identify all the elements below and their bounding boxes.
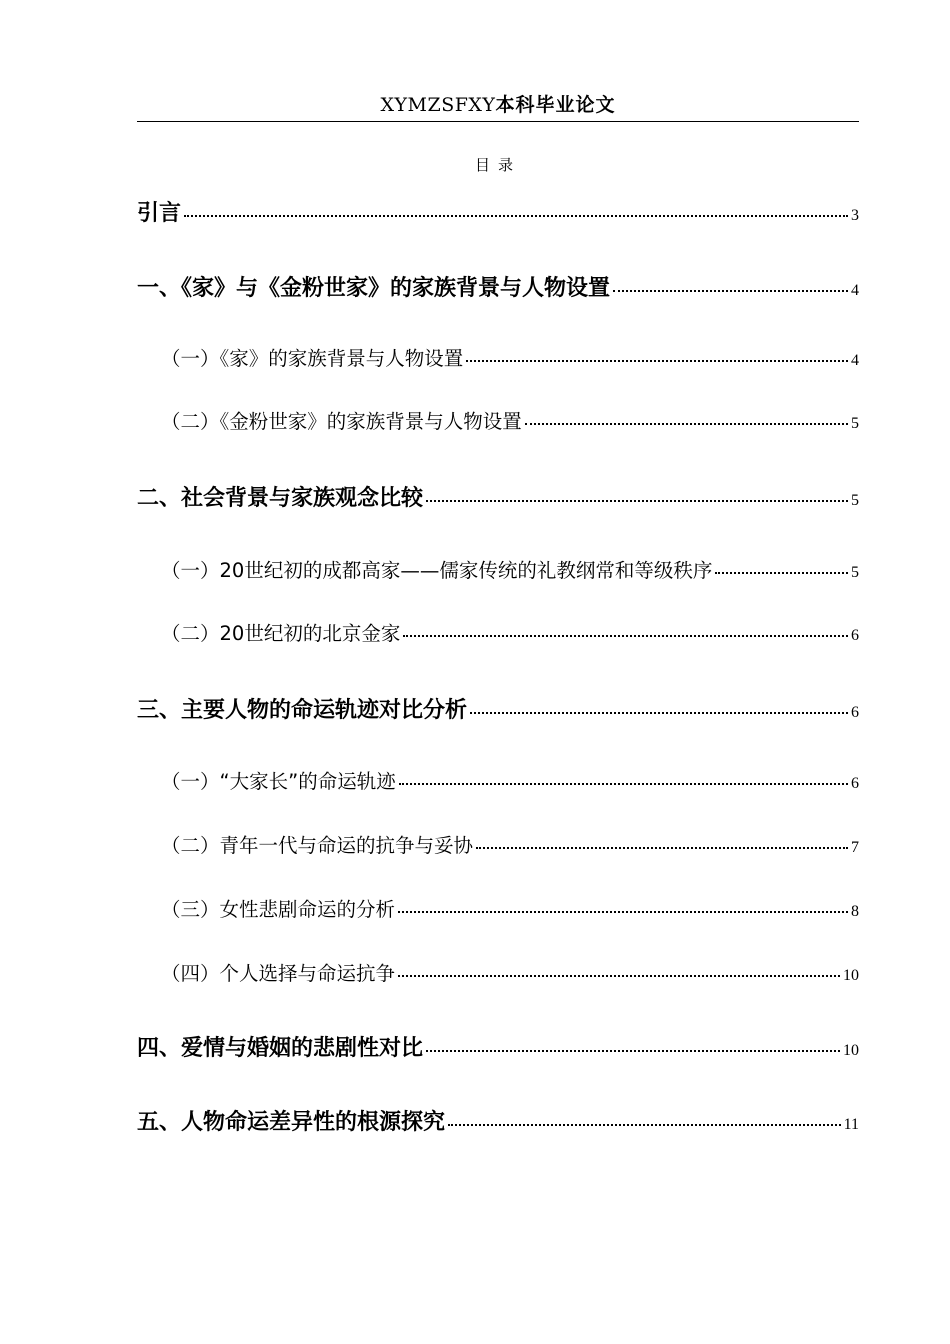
toc-page-number: 5 — [851, 564, 859, 581]
toc-page-number: 11 — [843, 1116, 859, 1133]
toc-entry-label: 五、人物命运差异性的根源探究 — [137, 1110, 446, 1135]
toc-page-number: 7 — [851, 839, 859, 856]
toc-dot-leader — [466, 360, 848, 362]
toc-dot-leader — [398, 975, 840, 977]
toc-entry-section-3-3[interactable] — [137, 894, 859, 934]
toc-page-number: 10 — [843, 967, 859, 984]
toc-entry-section-3-2[interactable] — [137, 830, 859, 870]
toc-dot-leader — [399, 783, 848, 785]
toc-entry-label: （一）20世纪初的成都高家——儒家传统的礼教纲常和等级秩序 — [161, 559, 713, 582]
toc-entry-section-1-1[interactable] — [137, 343, 859, 383]
header-code: XYMZSFXY — [380, 94, 496, 116]
toc-dot-leader — [715, 572, 848, 574]
header-rule — [137, 121, 859, 122]
toc-dot-leader — [426, 1050, 840, 1052]
toc-entry-chapter-2[interactable] — [137, 481, 859, 521]
toc-entry-section-2-1[interactable] — [137, 555, 859, 595]
toc-entry-section-2-2[interactable] — [137, 618, 859, 658]
toc-page-number: 8 — [851, 903, 859, 920]
toc-entry-chapter-3[interactable] — [137, 693, 859, 733]
toc-page-number: 5 — [851, 415, 859, 432]
toc-dot-leader — [448, 1124, 841, 1126]
toc-entry-label: （二）20世纪初的北京金家 — [161, 622, 401, 645]
toc-page-number: 4 — [851, 352, 859, 369]
toc-dot-leader — [398, 911, 848, 913]
toc-page-number: 3 — [851, 207, 859, 224]
toc-entry-label: （三）女性悲剧命运的分析 — [161, 898, 396, 921]
toc-entry-label: 四、爱情与婚姻的悲剧性对比 — [137, 1036, 424, 1061]
toc-entry-section-1-2[interactable] — [137, 406, 859, 446]
toc-dot-leader — [613, 290, 848, 292]
toc-entry-chapter-4[interactable] — [137, 1031, 859, 1071]
toc-entry-section-3-1[interactable] — [137, 766, 859, 806]
toc-dot-leader — [184, 215, 848, 217]
toc-entry-label: 二、社会背景与家族观念比较 — [137, 486, 424, 511]
toc-page-number: 4 — [851, 282, 859, 299]
page-header — [137, 92, 859, 118]
toc-entry-label: 三、主要人物的命运轨迹对比分析 — [137, 698, 468, 723]
toc-entry-label: 引言 — [137, 201, 182, 226]
toc-dot-leader — [470, 712, 848, 714]
toc-title: 目录 — [474, 156, 521, 174]
toc-page-number: 6 — [851, 775, 859, 792]
toc-entry-label: （二）青年一代与命运的抗争与妥协 — [161, 834, 474, 857]
toc-page-number: 5 — [851, 492, 859, 509]
toc-dot-leader — [476, 847, 848, 849]
toc-entry-chapter-5[interactable] — [137, 1105, 859, 1145]
toc-page-number: 10 — [843, 1042, 859, 1059]
toc-dot-leader — [403, 635, 848, 637]
toc-dot-leader — [426, 500, 848, 502]
toc-entry-section-3-4[interactable] — [137, 958, 859, 998]
toc-entry-label: 一、《家》与《金粉世家》的家族背景与人物设置 — [137, 276, 611, 301]
toc-entry-label: （四）个人选择与命运抗争 — [161, 962, 396, 985]
toc-entry-introduction[interactable] — [137, 196, 859, 236]
toc-entry-label: （二）《金粉世家》的家族背景与人物设置 — [161, 410, 522, 433]
toc-page-number: 6 — [851, 627, 859, 644]
header-title: 本科毕业论文 — [495, 94, 616, 116]
toc-entry-label: （一）“大家长”的命运轨迹 — [161, 770, 396, 793]
toc-entry-label: （一）《家》的家族背景与人物设置 — [161, 347, 464, 370]
toc-entry-chapter-1[interactable] — [137, 271, 859, 311]
toc-dot-leader — [525, 423, 848, 425]
toc-page-number: 6 — [851, 704, 859, 721]
